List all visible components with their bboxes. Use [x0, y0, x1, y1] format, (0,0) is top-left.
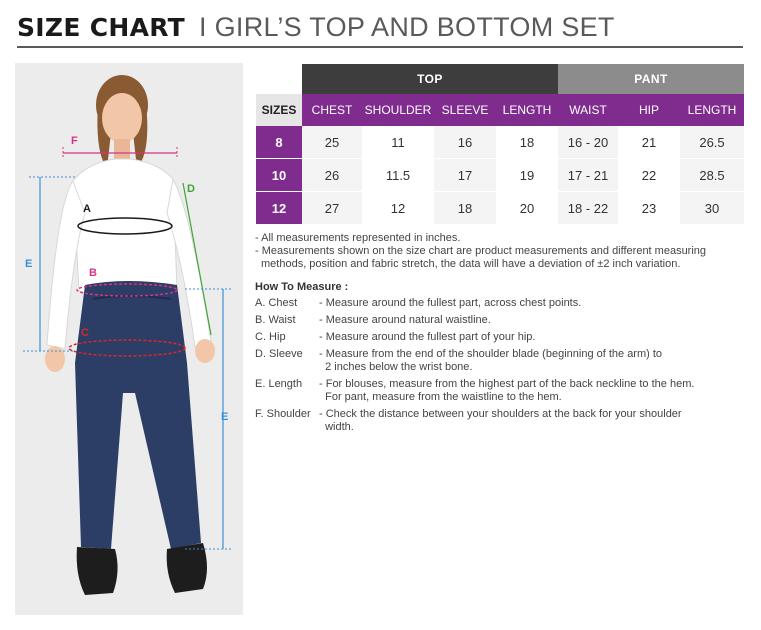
measure-desc — [319, 408, 749, 434]
measure-item-length — [255, 378, 755, 404]
cell-sleeve: 17 — [434, 159, 496, 191]
cell-chest: 26 — [302, 159, 362, 191]
notes — [255, 232, 755, 271]
cell-shoulder: 12 — [362, 192, 434, 224]
col-header-hip: HIP — [638, 103, 659, 117]
row-size: 10 — [256, 159, 302, 191]
cell-pant-length: 26.5 — [680, 126, 744, 158]
cell-pant-length: 28.5 — [680, 159, 744, 191]
table-row — [256, 192, 744, 224]
sizes-header: SIZES — [256, 94, 302, 126]
measure-key: C. Hip — [255, 331, 286, 343]
label-e-top: E — [25, 258, 33, 270]
measure-desc-line: - Measure from the end of the shoulder blade (beginning of the arm) to — [319, 348, 663, 360]
cell-waist: 16 - 20 — [558, 126, 618, 158]
note-line: - Measurements shown on the size chart are product measurements and different measuring — [255, 245, 707, 257]
col-header-waist: WAIST — [569, 103, 607, 117]
cell-chest: 25 — [302, 126, 362, 158]
measure-item-sleeve — [255, 348, 755, 374]
measure-desc-line: width. — [319, 421, 354, 433]
title-subtitle: I GIRL’S TOP AND BOTTOM SET — [199, 12, 615, 42]
group-header-top: TOP — [302, 64, 558, 94]
measure-key: D. Sleeve — [255, 348, 303, 360]
row-size: 8 — [256, 126, 302, 158]
measure-desc: - Measure around natural waistline. — [319, 314, 491, 326]
label-b: B — [89, 267, 97, 279]
cell-waist: 17 - 21 — [558, 159, 618, 191]
table-row — [256, 126, 744, 158]
col-header-shoulder: SHOULDER — [364, 103, 432, 117]
title-divider — [17, 46, 743, 48]
measure-desc — [319, 378, 749, 404]
model-illustration — [15, 63, 243, 615]
measure-key: A. Chest — [255, 297, 298, 309]
cell-sleeve: 16 — [434, 126, 496, 158]
cell-hip: 22 — [618, 159, 680, 191]
measure-desc: - Measure around the fullest part, across chest points. — [319, 297, 582, 309]
cell-top-length: 18 — [496, 126, 558, 158]
title-main: SIZE CHART — [17, 13, 186, 42]
cell-top-length: 20 — [496, 192, 558, 224]
measure-desc-line: - For blouses, measure from the highest part of the back neckline to the hem. — [319, 378, 695, 390]
cell-pant-length: 30 — [680, 192, 744, 224]
cell-waist: 18 - 22 — [558, 192, 618, 224]
label-f: F — [71, 135, 78, 147]
measure-desc-line: 2 inches below the wrist bone. — [319, 361, 473, 373]
cell-hip: 21 — [618, 126, 680, 158]
model-figure — [15, 63, 243, 615]
col-header-pant-length: LENGTH — [687, 103, 737, 117]
note-line: - All measurements represented in inches. — [255, 232, 461, 244]
group-header-pant: PANT — [558, 64, 744, 94]
cell-sleeve: 18 — [434, 192, 496, 224]
col-header-sleeve: SLEEVE — [441, 103, 489, 117]
measure-item-shoulder — [255, 408, 755, 434]
col-header-chest: CHEST — [311, 103, 353, 117]
measure-desc: - Measure around the fullest part of your hip. — [319, 331, 536, 343]
cell-shoulder: 11 — [362, 126, 434, 158]
page-title — [17, 12, 615, 46]
row-size: 12 — [256, 192, 302, 224]
label-e-bottom: E — [221, 411, 229, 423]
how-to-measure-title: How To Measure : — [255, 281, 349, 293]
measure-desc — [319, 348, 749, 374]
label-d: D — [187, 183, 195, 195]
note-line: methods, position and fabric stretch, the data will have a deviation of ±2 inch variation. — [261, 258, 681, 270]
measure-key: B. Waist — [255, 314, 296, 326]
label-c: C — [81, 327, 89, 339]
measure-desc-line: For pant, measure from the waistline to the hem. — [319, 391, 562, 403]
label-a: A — [83, 203, 91, 215]
col-header-top-length: LENGTH — [502, 103, 552, 117]
measure-key: E. Length — [255, 378, 303, 390]
table-row — [256, 159, 744, 191]
cell-shoulder: 11.5 — [362, 159, 434, 191]
cell-hip: 23 — [618, 192, 680, 224]
cell-top-length: 19 — [496, 159, 558, 191]
cell-chest: 27 — [302, 192, 362, 224]
measure-key: F. Shoulder — [255, 408, 311, 420]
measure-desc-line: - Check the distance between your shoulders at the back for your shoulder — [319, 408, 682, 420]
